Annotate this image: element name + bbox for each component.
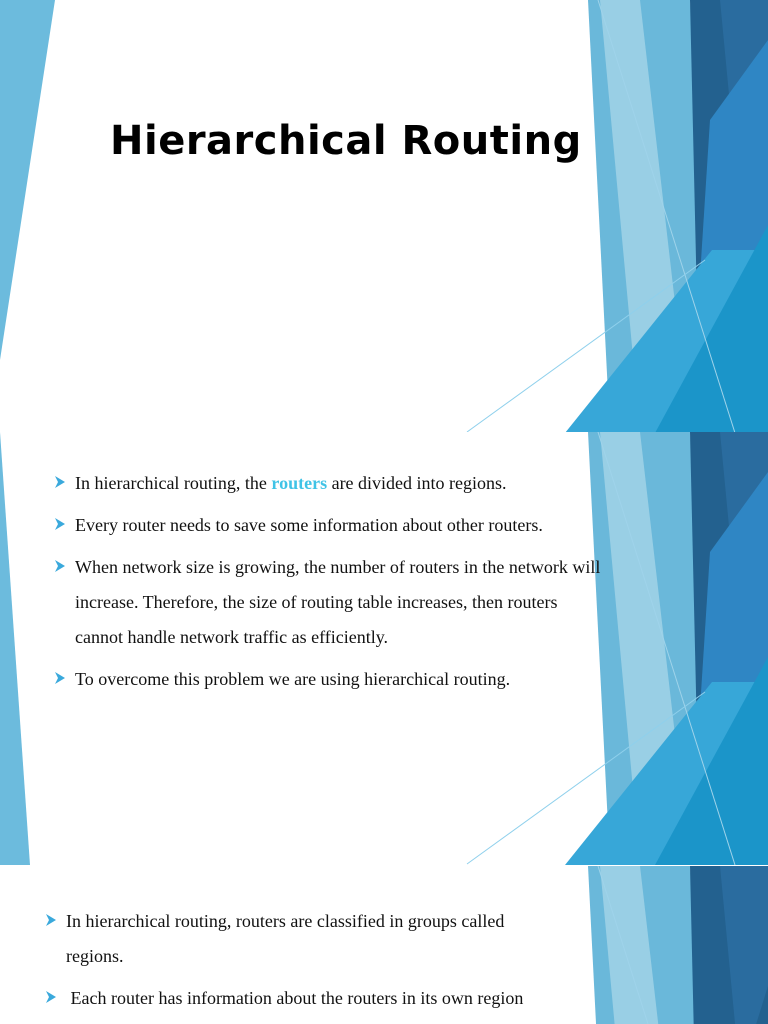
arrowhead-bullet-icon [53, 662, 67, 697]
bullet-text: When network size is growing, the number of routers in the network will increase. Therefore, the size of routing table increases, then routers cannot handle network traffic as efficiently. [75, 557, 601, 647]
list-item [53, 550, 608, 655]
list-item [53, 662, 608, 697]
bullet-slide-2 [0, 866, 768, 1024]
arrowhead-bullet-icon [44, 981, 58, 1016]
title-slide [0, 0, 768, 432]
arrowhead-bullet-icon [53, 466, 67, 501]
list-item [53, 508, 608, 543]
bullet-text: Every router needs to save some information about other routers. [75, 515, 543, 535]
bullet-list [44, 904, 564, 1023]
list-item [44, 981, 564, 1016]
bullet-text: are divided into regions. [327, 473, 507, 493]
bullet-text: In hierarchical routing, routers are classified in groups called regions. [66, 911, 505, 966]
list-item [53, 466, 608, 501]
bullet-slide-1 [0, 432, 768, 865]
slide-decoration [0, 0, 768, 432]
highlighted-term: routers [271, 473, 328, 493]
arrowhead-bullet-icon [44, 904, 58, 939]
arrowhead-bullet-icon [53, 550, 67, 585]
bullet-text: To overcome this problem we are using hierarchical routing. [75, 669, 511, 689]
bullet-text: Each router has information about the routers in its own region [66, 988, 524, 1008]
bullet-text: In hierarchical routing, the [75, 473, 272, 493]
list-item [44, 904, 564, 974]
arrowhead-bullet-icon [53, 508, 67, 543]
bullet-list [53, 466, 608, 704]
slide-title: Hierarchical Routing [110, 118, 582, 164]
